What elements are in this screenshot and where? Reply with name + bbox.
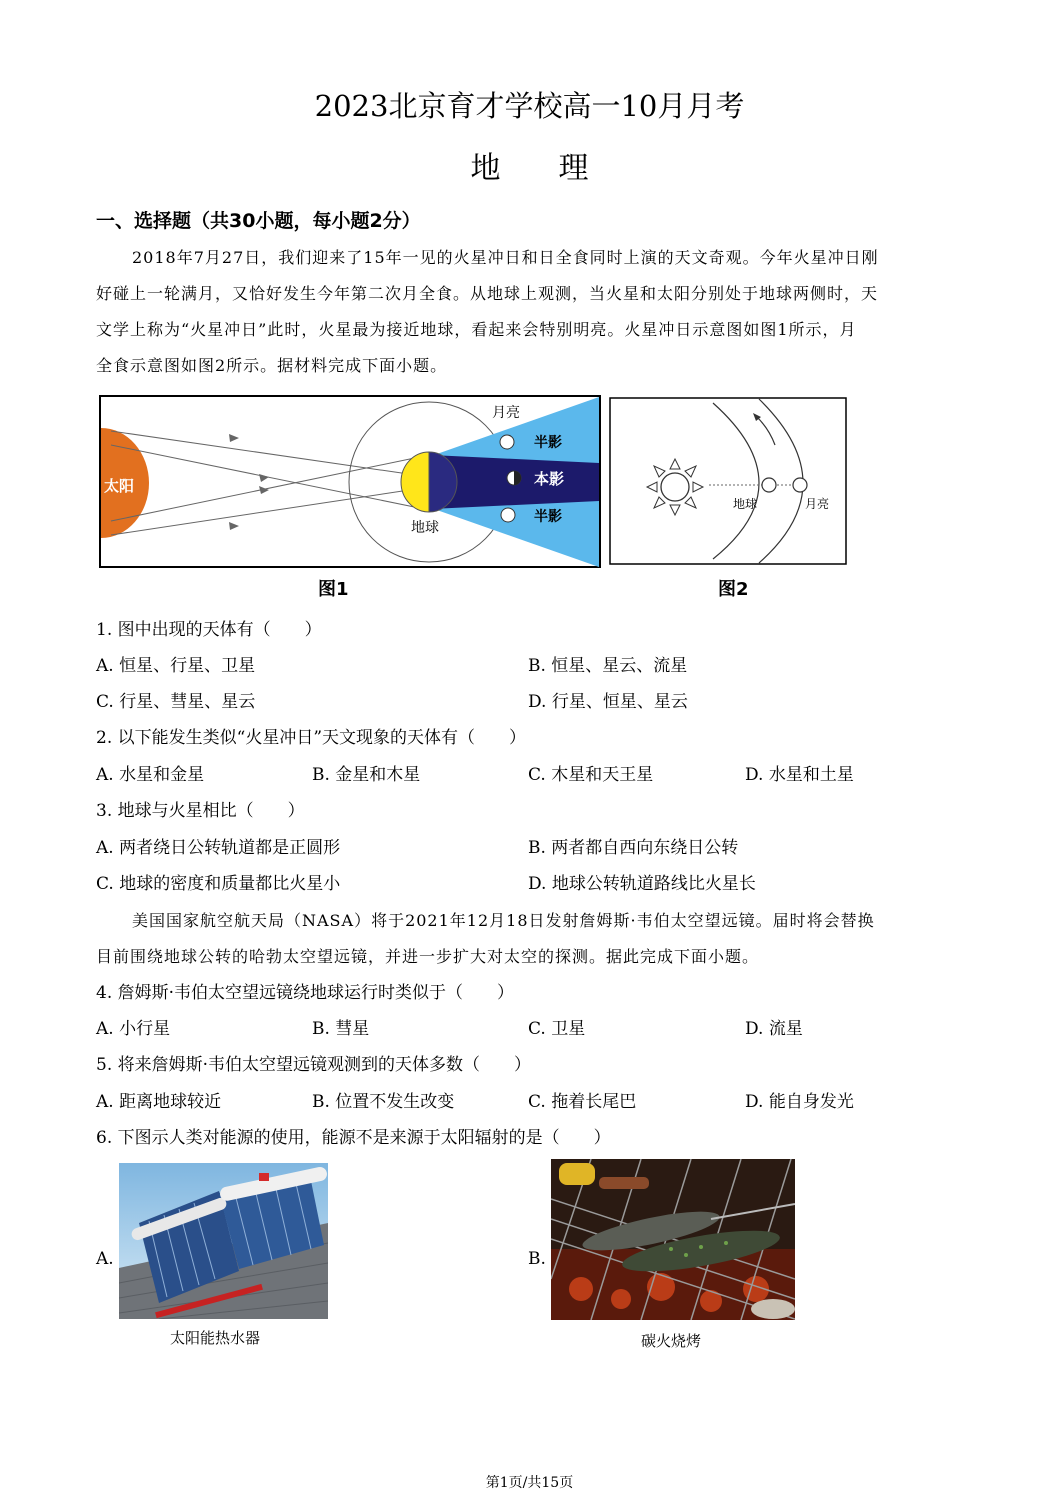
moon-position-bottom [501, 508, 515, 522]
moon-circle [793, 478, 807, 492]
question-3-option-d[interactable]: D. 地球公转轨道路线比火星长 [528, 874, 756, 894]
question-3-stem: 3. 地球与火星相比（ ） [96, 801, 305, 821]
question-5-option-c[interactable]: C. 拖着长尾巴 [528, 1092, 637, 1112]
figure-2-frame [610, 398, 846, 564]
question-4-option-a[interactable]: A. 小行星 [96, 1019, 171, 1039]
question-4-option-d[interactable]: D. 流星 [745, 1019, 803, 1039]
question-1-option-a[interactable]: A. 恒星、行星、卫星 [96, 656, 256, 676]
question-4-option-c[interactable]: C. 卫星 [528, 1019, 586, 1039]
passage-1-line: 文学上称为“火星冲日”此时，火星最为接近地球，看起来会特别明亮。火星冲日示意图如图1所示，月 [96, 320, 857, 339]
earth-circle [762, 478, 776, 492]
umbra-label: 本影 [534, 470, 565, 488]
question-2-option-c[interactable]: C. 木星和天王星 [528, 765, 654, 785]
passage-1-line: 2018年7月27日，我们迎来了15年一见的火星冲日和日全食同时上演的天文奇观。今年火星冲日刚 [132, 248, 879, 267]
moon-label: 月亮 [492, 405, 520, 421]
page-title: 2023北京育才学校高一10月月考 [314, 89, 745, 123]
subject-title: 地理 [470, 151, 647, 186]
question-3-option-a[interactable]: A. 两者绕日公转轨道都是正圆形 [96, 838, 341, 858]
question-5-option-d[interactable]: D. 能自身发光 [745, 1092, 854, 1112]
question-1-stem: 1. 图中出现的天体有（ ） [96, 620, 322, 640]
question-2-option-d[interactable]: D. 水星和土星 [745, 765, 854, 785]
page-footer: 第1页/共15页 [485, 1475, 574, 1491]
image-b-caption: 碳火烧烤 [641, 1332, 702, 1350]
figure-1-diagram [99, 395, 601, 569]
moon-position-top [500, 435, 514, 449]
moon-label: 月亮 [805, 497, 830, 511]
question-6-stem: 6. 下图示人类对能源的使用，能源不是来源于太阳辐射的是（ ） [96, 1128, 611, 1148]
passage-1-line: 全食示意图如图2所示。据材料完成下面小题。 [96, 356, 448, 375]
section-heading: 一、选择题（共30小题，每小题2分） [96, 210, 421, 232]
penumbra-bottom-label: 半影 [534, 509, 562, 525]
passage-1-line: 好碰上一轮满月，又恰好发生今年第二次月全食。从地球上观测，当火星和太阳分别处于地球两侧时，天 [96, 284, 879, 303]
sun-icon [647, 459, 703, 515]
passage-2-line: 目前围绕地球公转的哈勃太空望远镜，并进一步扩大对太空的探测。据此完成下面小题。 [96, 947, 760, 966]
sun-label: 太阳 [104, 477, 135, 495]
solar-water-heater-image [119, 1163, 328, 1319]
question-1-option-b[interactable]: B. 恒星、星云、流星 [528, 656, 688, 676]
question-5-option-a[interactable]: A. 距离地球较近 [96, 1092, 222, 1112]
question-5-stem: 5. 将来詹姆斯·韦伯太空望远镜观测到的天体多数（ ） [96, 1055, 532, 1075]
question-4-stem: 4. 詹姆斯·韦伯太空望远镜绕地球运行时类似于（ ） [96, 983, 515, 1003]
image-a-caption: 太阳能热水器 [170, 1329, 261, 1347]
figure-1-label: 图1 [318, 579, 349, 600]
question-3-option-c[interactable]: C. 地球的密度和质量都比火星小 [96, 874, 341, 894]
question-2-stem: 2. 以下能发生类似“火星冲日”天文现象的天体有（ ） [96, 728, 527, 748]
question-6-option-b[interactable]: B. [528, 1249, 546, 1269]
earth-label: 地球 [411, 520, 439, 536]
figure-2-diagram [609, 397, 847, 565]
question-1-option-c[interactable]: C. 行星、彗星、星云 [96, 692, 256, 712]
question-1-option-d[interactable]: D. 行星、恒星、星云 [528, 692, 688, 712]
passage-2-line: 美国国家航空航天局（NASA）将于2021年12月18日发射詹姆斯·韦伯太空望远镜。届时将会替换 [132, 911, 875, 930]
figure-2-label: 图2 [718, 579, 749, 600]
question-5-option-b[interactable]: B. 位置不发生改变 [312, 1092, 455, 1112]
passage-2 [96, 903, 962, 975]
earth-label: 地球 [733, 497, 758, 511]
question-2-option-b[interactable]: B. 金星和木星 [312, 765, 421, 785]
question-3-option-b[interactable]: B. 两者都自西向东绕日公转 [528, 838, 739, 858]
penumbra-top-label: 半影 [534, 435, 562, 451]
question-2-option-a[interactable]: A. 水星和金星 [96, 765, 205, 785]
passage-1 [96, 240, 962, 384]
question-6-option-a[interactable]: A. [96, 1249, 114, 1269]
charcoal-barbecue-image [551, 1159, 795, 1320]
question-4-option-b[interactable]: B. 彗星 [312, 1019, 370, 1039]
